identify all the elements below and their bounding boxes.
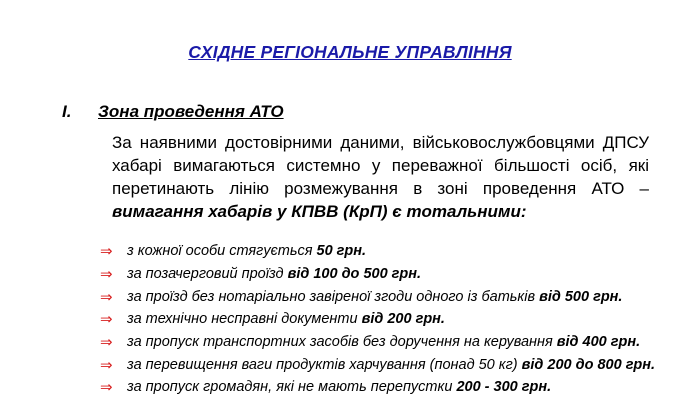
double-right-arrow-icon: ⇒: [100, 288, 113, 306]
item-text: за пропуск громадян, які не мають перепустки: [127, 379, 453, 396]
list-item: [100, 240, 680, 263]
section-paragraph: [112, 131, 649, 223]
double-right-arrow-icon: ⇒: [100, 379, 113, 397]
item-amount: 200 - 300 грн.: [456, 379, 552, 396]
item-amount: 50 грн.: [316, 243, 367, 260]
list-item: [100, 285, 680, 308]
list-item: [100, 263, 680, 286]
paragraph-emphasis: вимагання хабарів у КПВВ (КрП) є тотальними:: [112, 202, 527, 221]
paragraph-text: За наявними достовірними даними, військовослужбовцями ДПСУ хабарі вимагаються системно у переважної більшості осіб, які перетинають лінію розмежування в зоні проведення АТО –: [112, 133, 649, 198]
section-title: Зона проведення АТО: [98, 102, 284, 121]
item-amount: від 100 до 500 грн.: [287, 266, 422, 283]
double-right-arrow-icon: ⇒: [100, 356, 113, 374]
item-text: за пропуск транспортних засобів без доручення на керування: [127, 334, 553, 351]
document-title: СХІДНЕ РЕГІОНАЛЬНЕ УПРАВЛІННЯ: [188, 42, 512, 62]
double-right-arrow-icon: ⇒: [100, 243, 113, 261]
double-right-arrow-icon: ⇒: [100, 334, 113, 352]
double-right-arrow-icon: ⇒: [100, 266, 113, 284]
item-amount: від 500 грн.: [539, 288, 623, 305]
list-item: [100, 376, 680, 399]
double-right-arrow-icon: ⇒: [100, 311, 113, 329]
item-amount: від 200 грн.: [361, 311, 445, 328]
item-text: за технічно несправні документи: [127, 311, 358, 328]
item-amount: від 400 грн.: [556, 334, 641, 351]
item-text: за перевищення ваги продуктів харчування (понад 50 кг): [127, 356, 518, 373]
list-item: [100, 331, 680, 354]
section-number: I.: [62, 102, 72, 121]
list-item: [100, 308, 680, 331]
item-text: за проїзд без нотаріально завіреної згоди одного із батьків: [127, 288, 536, 305]
bribe-list: [100, 240, 680, 399]
item-amount: від 200 до 800 грн.: [521, 356, 656, 373]
list-item: [100, 353, 680, 376]
item-text: за позачерговий проїзд: [127, 266, 284, 283]
item-text: з кожної особи стягується: [127, 243, 313, 260]
